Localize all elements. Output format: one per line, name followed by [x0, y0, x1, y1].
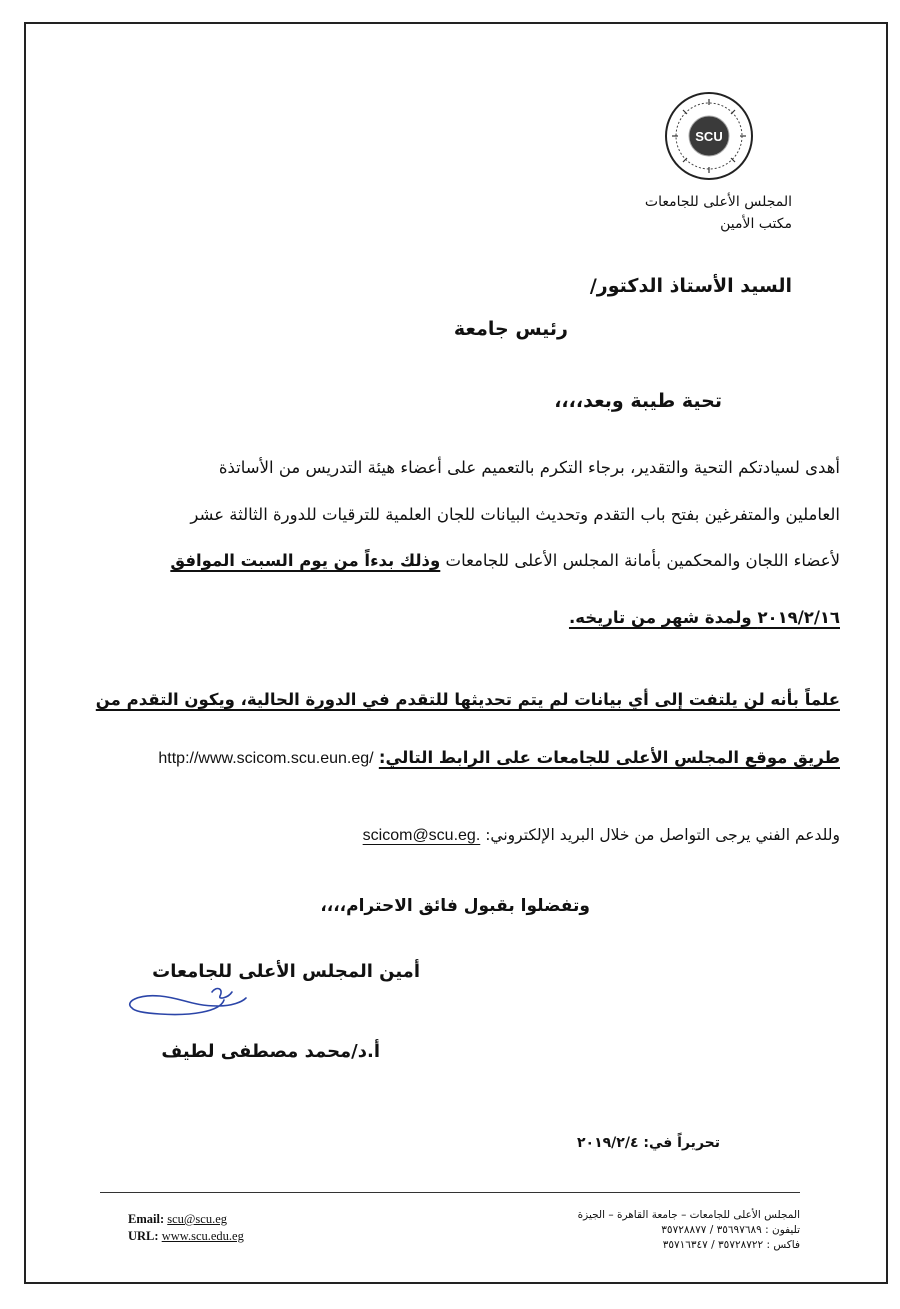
footer-url-link[interactable]: www.scu.edu.eg: [161, 1229, 244, 1243]
support-email-link[interactable]: scicom@scu.eg.: [362, 827, 481, 844]
greeting: تحية طيبة وبعد،،،،: [554, 390, 722, 412]
org-name: المجلس الأعلى للجامعات: [644, 194, 792, 210]
footer-divider: [100, 1192, 800, 1193]
line7-text: وللدعم الفني يرجى التواصل من خلال البريد الإلكتروني:: [485, 826, 840, 844]
closing: وتفضلوا بقبول فائق الاحترام،،،،: [320, 896, 590, 916]
footer-address-line: المجلس الأعلى للجامعات – جامعة القاهرة – الجيزة: [577, 1209, 800, 1221]
body-line-4: ٢٠١٩/٢/١٦ ولمدة شهر من تاريخه.: [568, 608, 840, 627]
body-line-1: أهدى لسيادتكم التحية والتقدير، برجاء التكرم بالتعميم على أعضاء هيئة التدريس من الأساتذة: [218, 458, 840, 477]
logo-center-text: SCU: [695, 129, 723, 144]
email-label: Email:: [128, 1212, 165, 1226]
scicom-url-link[interactable]: http://www.scicom.scu.eun.eg/: [158, 750, 374, 767]
office-name: مكتب الأمين: [720, 216, 792, 232]
issue-date: تحريراً في: ٢٠١٩/٢/٤: [577, 1135, 720, 1151]
body-line-5: علماً بأنه لن يلتفت إلى أي بيانات لم يتم تحديثها للتقدم في الدورة الحالية، ويكون التقدم من: [95, 690, 840, 709]
body-line-6: [158, 748, 840, 768]
body-line-3: [170, 551, 840, 570]
body-line-2: العاملين والمتفرغين بفتح باب التقدم وتحديث البيانات للجان العلمية للترقيات للدورة الثالثة عشر: [190, 505, 840, 524]
url-label: URL:: [128, 1229, 159, 1243]
recipient: رئيس جامعة: [453, 318, 568, 340]
footer-email-link[interactable]: scu@scu.eg: [167, 1212, 227, 1226]
header-org: [645, 191, 792, 235]
handwritten-signature: [120, 982, 260, 1024]
line3-plain: لأعضاء اللجان والمحكمين بأمانة المجلس الأعلى للجامعات: [445, 551, 840, 570]
scu-logo: [664, 91, 754, 181]
footer-fax: فاكس : ٣٥٧٢٨٧٢٢ / ٣٥٧١٦٣٤٧: [662, 1239, 800, 1251]
line6-text: طريق موقع المجلس الأعلى للجامعات على الرابط التالي:: [378, 748, 840, 767]
body-line-7: [363, 826, 840, 845]
footer-phone: تليفون : ٣٥٦٩٧٦٨٩ / ٣٥٧٢٨٨٧٧: [661, 1224, 800, 1236]
line3-bold: وذلك بدءاً من يوم السبت الموافق: [170, 551, 441, 570]
signatory-name: أ.د/محمد مصطفى لطيف: [161, 1041, 380, 1062]
footer-contact: [128, 1211, 244, 1245]
footer-address: [578, 1208, 800, 1253]
signatory-title: أمين المجلس الأعلى للجامعات: [152, 961, 420, 982]
salutation: السيد الأستاذ الدكتور/: [589, 275, 792, 297]
